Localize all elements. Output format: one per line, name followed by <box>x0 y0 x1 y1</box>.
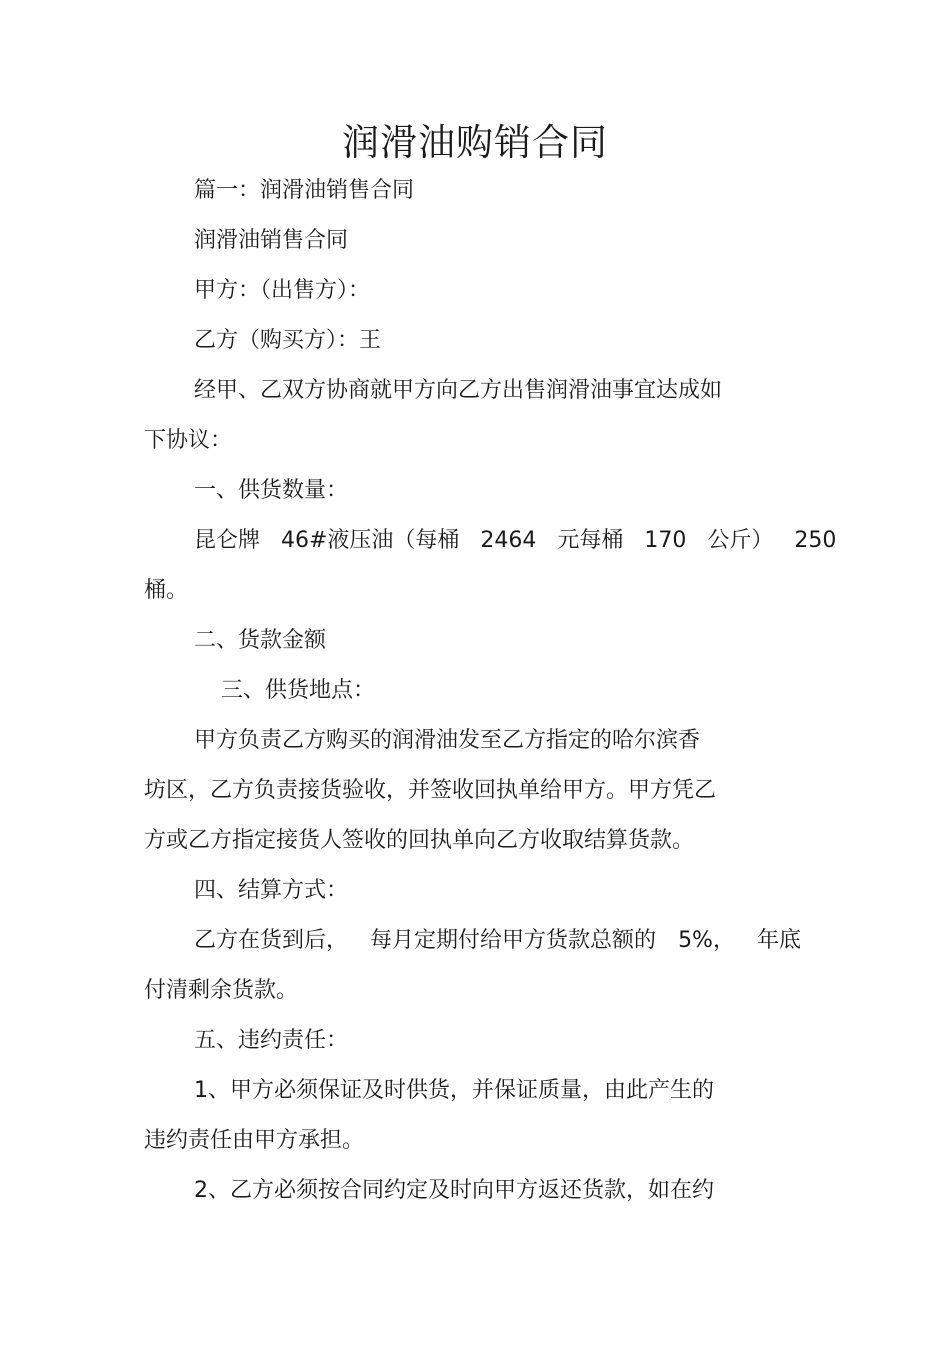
clause-4-segment-2: 每月定期付给甲方货款总额的 <box>370 928 657 953</box>
clause-4-segment-4: 年底 <box>756 928 801 953</box>
clause-4-heading: 四、结算方式： <box>194 878 349 903</box>
section-heading-part-one: 篇一：润滑油销售合同 <box>194 178 415 203</box>
clause-1-body-line-1: 昆仑牌 46#液压油（每桶 2464 元每桶 170 公斤） 250 <box>194 528 837 553</box>
clause-3-body-line-1: 甲方负责乙方购买的润滑油发至乙方指定的哈尔滨香 <box>194 728 701 753</box>
clause-5-item-1-line-1: 1、甲方必须保证及时供货，并保证质量，由此产生的 <box>194 1078 714 1103</box>
preamble-line-2: 下协议： <box>144 428 233 453</box>
clause-2-heading: 二、货款金额 <box>194 628 327 653</box>
preamble-line-1: 经甲、乙双方协商就甲方向乙方出售润滑油事宜达成如 <box>194 378 723 403</box>
clause-4-body-line-1 <box>194 926 801 956</box>
clause-5-item-2-line-1: 2、乙方必须按合同约定及时向甲方返还货款，如在约 <box>194 1178 714 1203</box>
clause-5-heading: 五、违约责任： <box>194 1028 349 1053</box>
clause-5-item-1-line-2: 违约责任由甲方承担。 <box>144 1128 365 1153</box>
subtitle-sales-contract: 润滑油销售合同 <box>194 228 349 253</box>
clause-4-body-line-2: 付清剩余货款。 <box>144 978 299 1003</box>
clause-3-heading: 三、供货地点： <box>221 678 376 703</box>
clause-1-body-line-2: 桶。 <box>144 578 189 603</box>
clause-4-segment-1: 乙方在货到后， <box>194 928 349 953</box>
clause-4-segment-3: 5%， <box>678 928 735 953</box>
party-a-line: 甲方：（出售方）： <box>194 278 371 303</box>
document-title: 润滑油购销合同 <box>342 121 608 164</box>
party-b-line: 乙方（购买方）：王 <box>194 328 382 353</box>
clause-3-body-line-2: 坊区，乙方负责接货验收，并签收回执单给甲方。甲方凭乙 <box>144 778 717 803</box>
clause-1-heading: 一、供货数量： <box>194 478 349 503</box>
clause-3-body-line-3: 方或乙方指定接货人签收的回执单向乙方收取结算货款。 <box>144 828 695 853</box>
